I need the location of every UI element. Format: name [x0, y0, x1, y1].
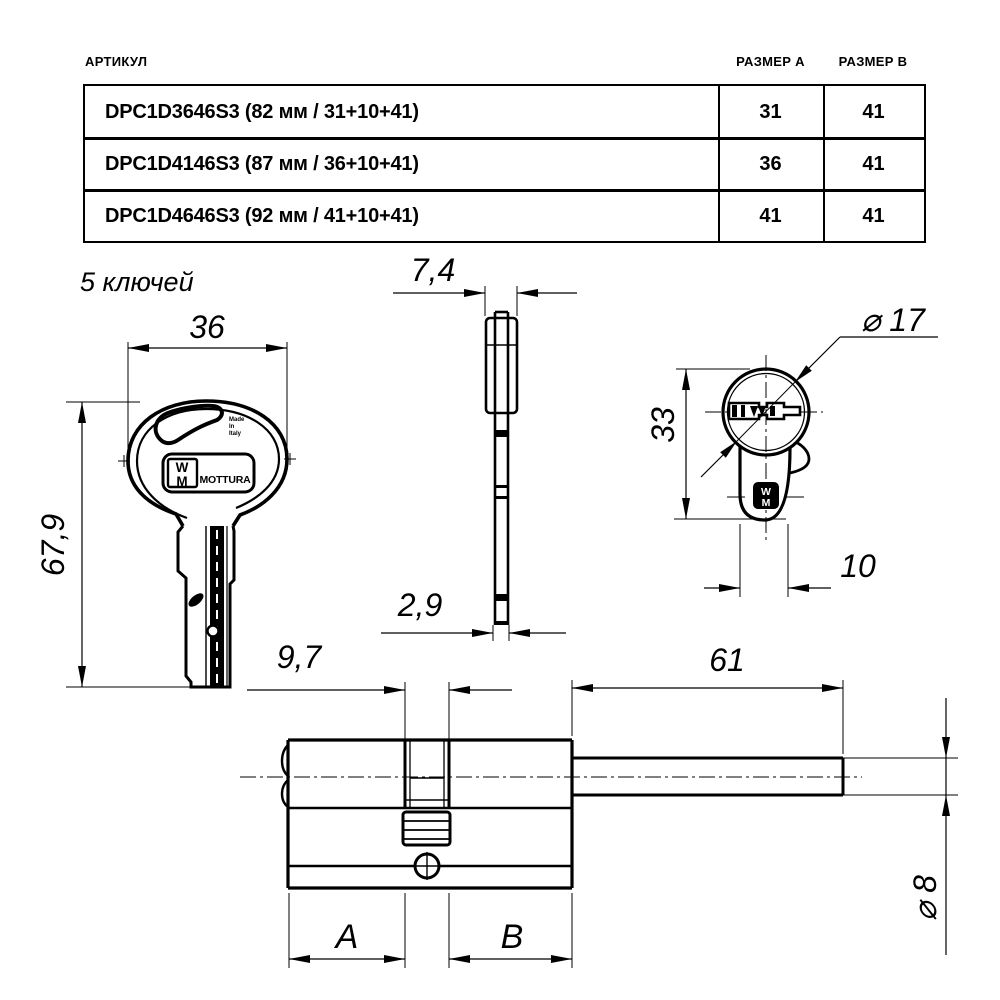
monogram-letter: M — [176, 474, 188, 489]
column-header-size-a: РАЗМЕР А — [736, 54, 805, 69]
column-header-size-b: РАЗМЕР В — [838, 54, 908, 69]
size-b-cell: 41 — [862, 100, 885, 123]
key-front-view — [118, 401, 296, 687]
cylinder-front-view — [705, 355, 823, 541]
keyway-detail — [770, 406, 775, 416]
keys-count-note: 5 ключей — [80, 267, 194, 297]
size-a-cell: 36 — [759, 152, 782, 175]
dim-label: 10 — [840, 548, 876, 584]
key-head-side-outline — [486, 318, 517, 413]
blade-tip-cap — [495, 621, 508, 625]
dim-label: 2,9 — [397, 587, 443, 623]
size-b-cell: 41 — [862, 204, 885, 227]
key-side-view — [486, 312, 517, 625]
dim-label: A — [335, 918, 359, 956]
dim-body-width — [704, 524, 876, 597]
made-in-text: Made — [229, 417, 245, 423]
size-b-cell: 41 — [862, 152, 885, 175]
brand-logo-text: MOTTURA — [199, 474, 251, 486]
made-in-text: Italy — [229, 431, 242, 437]
blade-cut — [495, 594, 508, 601]
dim-blade-thickness — [381, 587, 566, 641]
dim-key-width — [128, 309, 287, 456]
blade-cut — [495, 496, 508, 499]
dim-rod-diameter — [907, 698, 950, 955]
size-a-cell: 31 — [759, 100, 782, 123]
size-a-cell: 41 — [759, 204, 782, 227]
blade-dimple — [186, 591, 206, 609]
dim-size-a — [289, 893, 405, 968]
dim-head-thickness — [393, 252, 577, 316]
article-cell: DPC1D4646S3 (92 мм / 41+10+41) — [105, 204, 419, 227]
keyway-detail — [732, 405, 737, 417]
key-head-outline — [128, 401, 287, 526]
dim-label: ⌀ 17 — [861, 302, 925, 338]
cylinder-assembly-view — [240, 740, 958, 888]
cam-gear — [403, 812, 450, 845]
dim-label: 33 — [645, 407, 681, 443]
made-in-text: In — [229, 424, 235, 430]
dim-label: 61 — [709, 642, 745, 678]
blade-cut — [495, 485, 508, 488]
dim-cam-gap — [247, 639, 512, 739]
blade-pin-hole — [208, 626, 219, 637]
monogram-letter: W — [175, 460, 189, 475]
article-cell: DPC1D3646S3 (82 мм / 31+10+41) — [105, 100, 419, 123]
column-header-article: АРТИКУЛ — [85, 54, 148, 69]
monogram-letter: W — [761, 486, 771, 498]
blade-cut — [495, 430, 508, 437]
dim-label: 7,4 — [410, 252, 456, 288]
dim-rod-length — [572, 642, 843, 754]
keyway-detail — [741, 405, 745, 417]
dim-label: 36 — [189, 309, 225, 345]
dim-size-b — [449, 893, 572, 968]
monogram-letter: M — [761, 497, 771, 509]
dim-label: 67,9 — [35, 513, 71, 577]
dim-label: ⌀ 8 — [907, 875, 943, 921]
dim-label: B — [500, 918, 524, 956]
article-cell: DPC1D4146S3 (87 мм / 36+10+41) — [105, 152, 419, 175]
dim-label: 9,7 — [276, 639, 322, 675]
